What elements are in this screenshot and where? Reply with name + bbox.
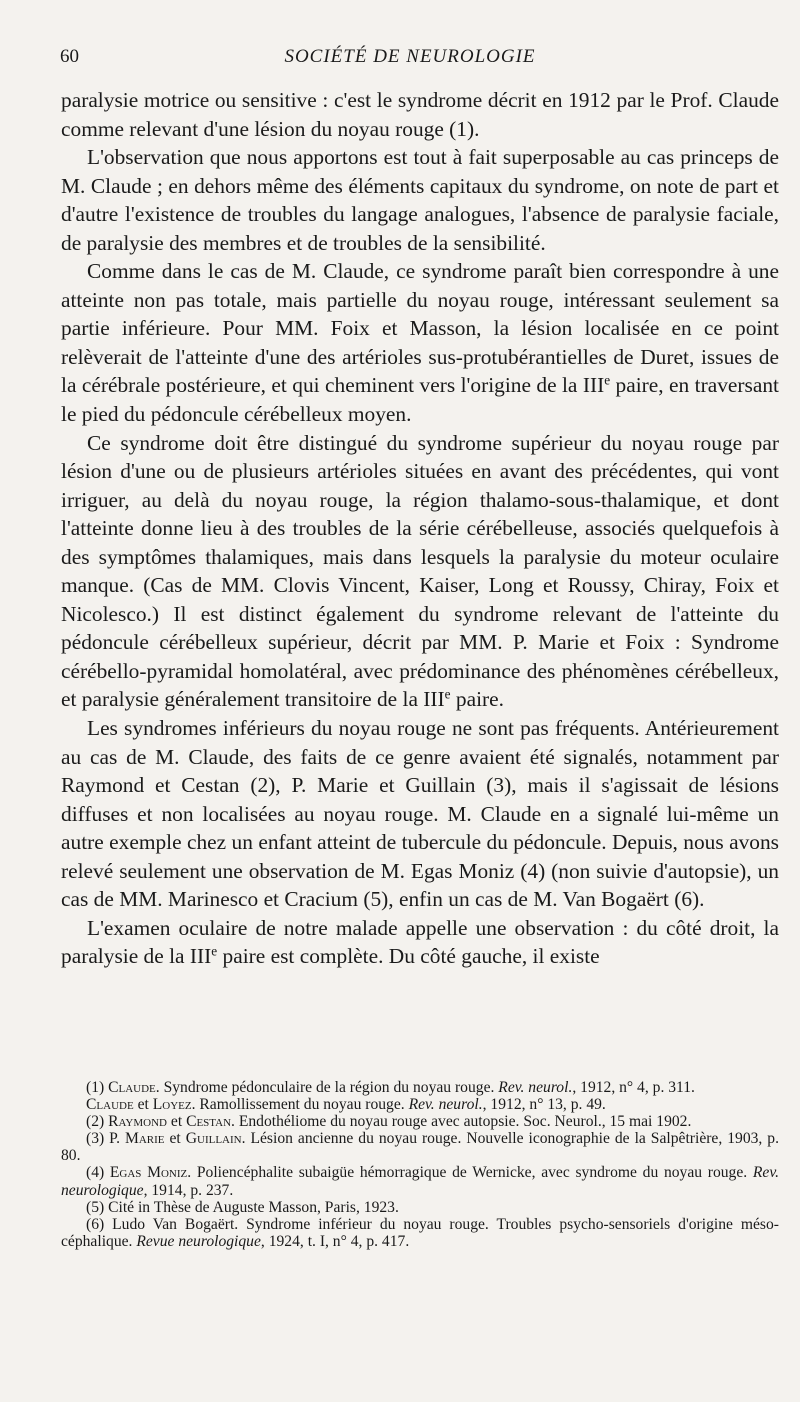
footnote-journal: Rev. neurol. (498, 1079, 573, 1096)
footnote-text: Cité in Thèse de Auguste Masson, Paris, 1923. (108, 1198, 399, 1216)
footnote-rest: , 1924, t. I, n° 4, p. 417. (260, 1232, 410, 1250)
footnote-rest: , 1912, n° 4, p. 311. (572, 1079, 695, 1096)
footnote-text: . Endothéliome du noyau rouge avec autopsie. Soc. Neurol., 15 mai 1902. (231, 1113, 692, 1131)
footnote-text: . Syndrome pédonculaire de la région du noyau rouge. (155, 1079, 499, 1096)
footnote (61, 1113, 779, 1130)
footnote (61, 1130, 779, 1164)
footnote (61, 1199, 779, 1216)
footnote-author: Egas Moniz (109, 1164, 188, 1182)
superscript: e (604, 373, 611, 389)
footnote-text: et (164, 1130, 186, 1148)
footnote-text: et (167, 1113, 187, 1131)
paragraph-6-text: L'examen oculaire de notre malade appelle une observation : du côté droit, la paralysie de la (61, 915, 779, 969)
body-text (61, 86, 779, 971)
footnotes (61, 1079, 779, 1250)
footnote-text: . Poliencéphalite subaigüe hémorragique de Wernicke, avec syndrome du noyau rouge. (187, 1164, 753, 1182)
page-number: 60 (60, 46, 79, 67)
footnote-author: Cestan (186, 1113, 232, 1131)
paragraph-3 (61, 257, 779, 428)
paragraph-4-end: paire. (450, 687, 505, 712)
footnote-journal: Rev. neurologique (61, 1164, 779, 1199)
footnote-text: et (133, 1096, 153, 1114)
footnote-text: . Ramollissement du noyau rouge. (191, 1096, 409, 1114)
paragraph-3-text: Comme dans le cas de M. Claude, ce syndrome paraît bien correspondre à une atteinte non pas totale, mais partielle du noyau rouge, intéressant seulement sa partie inférieure. Pour MM. Foix et Masson, la lésion localisée en ce point relèverait de l'atteinte d'une des artérioles sus-protubérantielles de Duret, issues de la cérébrale postérieure, et qui cheminent vers l'origine de la (61, 259, 779, 398)
footnote-journal: Revue neurologique (136, 1232, 261, 1250)
footnote (61, 1079, 779, 1096)
footnote (61, 1164, 779, 1198)
footnote-number: (6) (86, 1215, 113, 1233)
paragraph-3-end: paire, en traversant le pied du pédoncule cérébelleux moyen. (61, 373, 779, 427)
footnote (61, 1216, 779, 1250)
footnote-number: (1) (86, 1079, 109, 1096)
footnote-number: (2) (86, 1113, 109, 1131)
footnote-author: Guillain (185, 1130, 242, 1148)
paragraph-6-end: paire est complète. Du côté gauche, il existe (217, 944, 600, 969)
footnote-author: Raymond (108, 1113, 167, 1131)
roman-numeral: III (189, 944, 212, 969)
superscript: e (211, 944, 218, 960)
footnote-author: Claude (108, 1079, 156, 1096)
footnote-number: (3) P. (86, 1130, 125, 1148)
running-title: SOCIÉTÉ DE NEUROLOGIE (284, 46, 536, 67)
paragraph-2: L'observation que nous apportons est tout à fait superposable au cas princeps de M. Claude ; en dehors même des éléments capitaux du syndrome, on note de part et d'autre l'existence de troubles du langage analogues, l'absence de paralysie faciale, de paralysie des membres et de troubles de la sensibilité. (61, 145, 779, 255)
superscript: e (444, 687, 451, 703)
footnote-author: Loyez (152, 1096, 192, 1114)
paragraph-4 (61, 429, 779, 714)
footnote-author: Claude (86, 1096, 134, 1114)
footnote-rest: , 1912, n° 13, p. 49. (482, 1096, 606, 1114)
paragraph-5: Les syndromes inférieurs du noyau rouge ne sont pas fréquents. Antérieurement au cas de M. Claude, des faits de ce genre avaient été signalés, notamment par Raymond et Cestan (2), P. Marie et Guillain (3), mais il s'agissait de lésions diffuses et non localisées au noyau rouge. M. Claude en a signalé lui-même un autre exemple chez un enfant atteint de tubercule du pédoncule. Depuis, nous avons relevé seulement une observation de M. Egas Moniz (4) (non suivie d'autopsie), un cas de MM. Marinesco et Cracium (5), enfin un cas de M. Van Bogaërt (6). (61, 716, 779, 912)
paragraph-6 (61, 914, 779, 971)
paragraph-4-text: Ce syndrome doit être distingué du syndrome supérieur du noyau rouge par lésion d'une ou de plusieurs artérioles situées en avant des précédentes, qui vont irriguer, au delà du noyau rouge, la région thalamo-sous-thalamique, et dont l'atteinte donne lieu à des troubles de la série cérébelleuse, associés quelquefois à des symptômes thalamiques, mais dans lesquels la paralysie du moteur oculaire manque. (Cas de MM. Clovis Vincent, Kaiser, Long et Roussy, Chiray, Foix et Nicolesco.) Il est distinct également du syndrome relevant de l'atteinte du pédoncule cérébelleux supérieur, décrit par MM. P. Marie et Foix : Syndrome cérébello-pyramidal homolatéral, avec prédominance des phénomènes cérébelleux, et paralysie généralement transitoire de la (61, 430, 779, 712)
paragraph-1: paralysie motrice ou sensitive : c'est le syndrome décrit en 1912 par le Prof. Claude comme relevant d'une lésion du noyau rouge (1). (61, 88, 779, 141)
footnote-number: (4) (86, 1164, 110, 1182)
footnote-journal: Rev. neurol. (408, 1096, 483, 1114)
footnote-text: . Lésion ancienne du noyau rouge. Nouvelle iconographie de la Salpêtrière, 1903, p. 80. (61, 1130, 779, 1165)
footnote-number: (5) (86, 1198, 109, 1216)
roman-numeral: III (423, 687, 445, 712)
footnote (61, 1096, 779, 1113)
roman-numeral: III (582, 373, 605, 398)
footnote-text: Ludo Van Bogaërt. Syndrome inférieur du noyau rouge. Troubles psycho-sensoriels d'origine méso-céphalique. (61, 1215, 779, 1250)
footnote-rest: , 1914, p. 237. (143, 1181, 234, 1199)
page-header (60, 46, 760, 76)
footnote-author: Marie (125, 1130, 165, 1148)
